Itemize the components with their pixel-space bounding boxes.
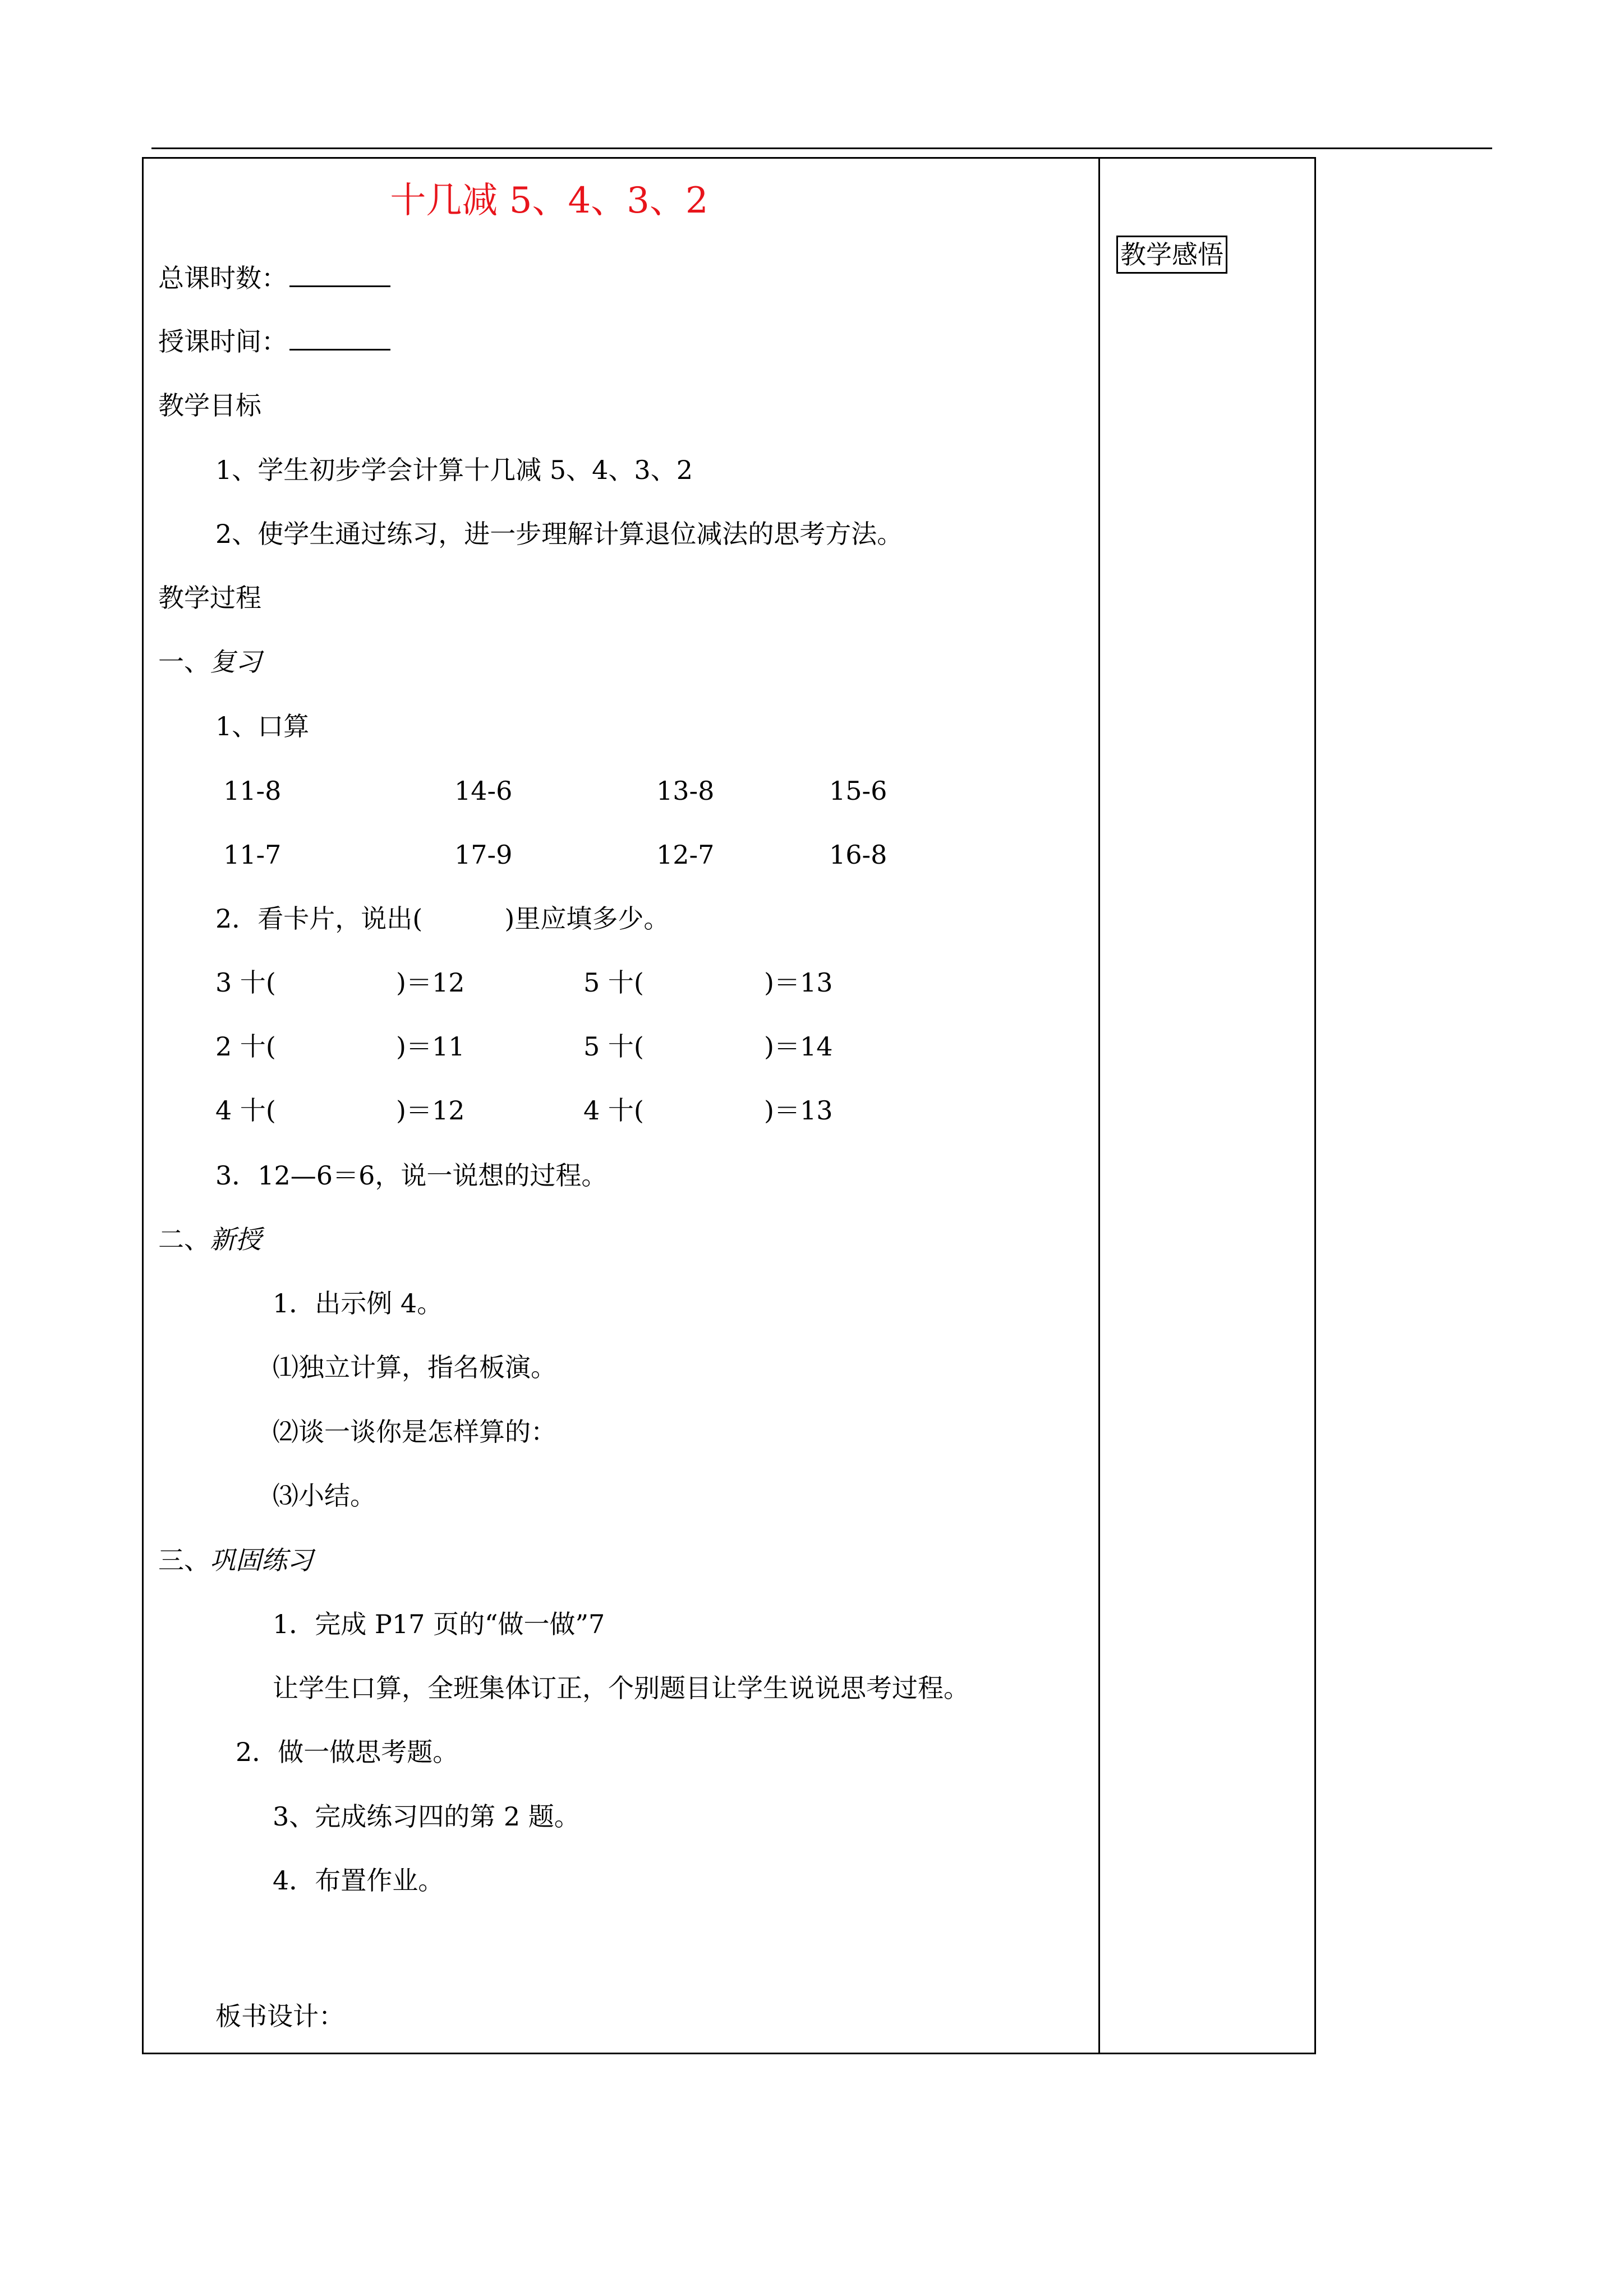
oral-problem: 13-8 — [656, 776, 715, 806]
board-design-label: 板书设计： — [215, 2001, 344, 2031]
goal-item: 2、使学生通过练习，进一步理解计算退位减法的思考方法。 — [215, 519, 903, 549]
fill-blank-left: 5 十( — [583, 1031, 644, 1062]
total-hours-blank — [289, 263, 390, 287]
header-rule — [151, 147, 1492, 149]
total-hours-label: 总课时数： — [158, 263, 287, 293]
fill-blank-left: 5 十( — [583, 967, 644, 998]
new-item: ⑶小结。 — [273, 1481, 376, 1511]
fill-blank-left: 4 十( — [583, 1095, 644, 1126]
fill-blank-right: )＝12 — [396, 1095, 465, 1126]
fill-blank-right: )＝11 — [396, 1031, 465, 1062]
page-title: 十几减 5、4、3、2 — [390, 180, 709, 222]
section-number: 二、 — [158, 1224, 210, 1255]
fill-blank-right: )＝14 — [764, 1031, 833, 1062]
lesson-table-frame — [142, 157, 1316, 2054]
new-item: 1．出示例 4。 — [273, 1288, 443, 1318]
oral-problem: 14-6 — [454, 776, 513, 806]
goal-item: 1、学生初步学会计算十几减 5、4、3、2 — [215, 455, 693, 485]
fill-blank-left: 3 十( — [215, 967, 276, 998]
oral-problem: 16-8 — [829, 840, 887, 870]
teach-time-line — [158, 325, 390, 358]
practice-item: 1．完成 P17 页的“做一做”7 — [273, 1609, 605, 1639]
practice-item: 2．做一做思考题。 — [236, 1737, 459, 1767]
oral-problem: 15-6 — [829, 776, 887, 806]
new-item: ⑴独立计算，指名板演。 — [273, 1352, 556, 1382]
practice-item: 让学生口算，全班集体订正，个别题目让学生说说思考过程。 — [273, 1673, 969, 1703]
section-heading: 复习 — [210, 647, 261, 677]
section-practice — [158, 1543, 313, 1577]
teaching-reflection-label: 教学感悟 — [1116, 236, 1227, 274]
goals-heading: 教学目标 — [158, 390, 261, 421]
section-heading: 巩固练习 — [210, 1545, 313, 1575]
total-hours-line — [158, 261, 390, 295]
section-number: 一、 — [158, 647, 210, 677]
review-item-3: 3．12—6＝6，说一说想的过程。 — [215, 1160, 608, 1191]
section-new — [158, 1223, 261, 1256]
oral-calc-label: 1、口算 — [215, 711, 310, 741]
teach-time-label: 授课时间： — [158, 326, 287, 357]
process-heading: 教学过程 — [158, 583, 261, 613]
section-number: 三、 — [158, 1545, 210, 1575]
oral-problem: 17-9 — [454, 840, 513, 870]
oral-problem: 11-7 — [223, 840, 282, 870]
practice-item: 4．布置作业。 — [273, 1865, 444, 1896]
fill-blank-left: 4 十( — [215, 1095, 276, 1126]
cards-instruction: 2．看卡片，说出( )里应填多少。 — [215, 903, 670, 934]
teach-time-blank — [289, 326, 390, 351]
oral-problem: 12-7 — [656, 840, 715, 870]
column-divider — [1098, 157, 1100, 2054]
practice-item: 3、完成练习四的第 2 题。 — [273, 1801, 580, 1832]
fill-blank-right: )＝13 — [764, 1095, 833, 1126]
fill-blank-left: 2 十( — [215, 1031, 276, 1062]
section-review — [158, 645, 261, 679]
fill-blank-right: )＝13 — [764, 967, 833, 998]
new-item: ⑵谈一谈你是怎样算的： — [273, 1417, 556, 1447]
fill-blank-right: )＝12 — [396, 967, 465, 998]
section-heading: 新授 — [210, 1224, 261, 1255]
oral-problem: 11-8 — [223, 776, 282, 806]
